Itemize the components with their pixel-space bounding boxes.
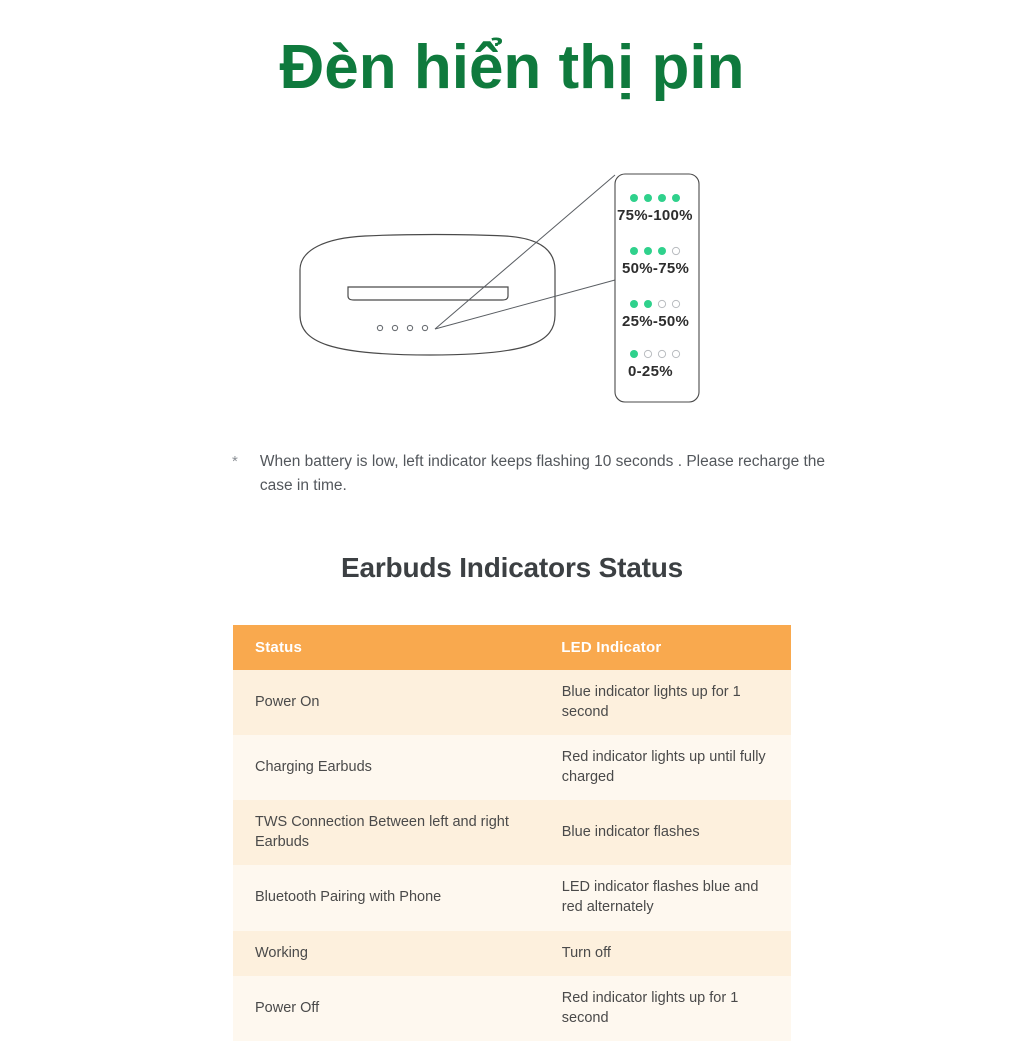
earbuds-indicator-table	[233, 625, 791, 1041]
cell-led: Red indicator lights up for 1 second	[539, 976, 791, 1041]
cell-led: LED indicator flashes blue and red alternately	[539, 865, 791, 930]
legend-label-25-50: 25%-50%	[622, 313, 690, 330]
table-row	[233, 976, 791, 1041]
table-header-row	[233, 625, 791, 670]
cell-status: Bluetooth Pairing with Phone	[233, 865, 539, 930]
table-header-status: Status	[233, 625, 539, 670]
section-heading: Earbuds Indicators Status	[341, 552, 683, 583]
diagram-svg	[230, 150, 790, 430]
cell-led: Red indicator lights up until fully charged	[539, 735, 791, 800]
charging-case-icon	[300, 235, 555, 356]
cell-led: Turn off	[539, 931, 791, 977]
low-battery-note	[232, 450, 832, 498]
legend-label-75-100: 75%-100%	[617, 207, 693, 224]
legend-label-50-75: 50%-75%	[622, 260, 690, 277]
table-row	[233, 931, 791, 977]
cell-status: Power On	[233, 670, 539, 735]
legend-label-0-25: 0-25%	[628, 363, 673, 380]
page-title: Đèn hiển thị pin	[279, 33, 745, 102]
table-row	[233, 800, 791, 865]
cell-status: Charging Earbuds	[233, 735, 539, 800]
table-header-led: LED Indicator	[539, 625, 791, 670]
cell-status: Working	[233, 931, 539, 977]
note-text: When battery is low, left indicator keeps flashing 10 seconds . Please recharge the case in time.	[259, 453, 826, 495]
table-row	[233, 735, 791, 800]
cell-led: Blue indicator lights up for 1 second	[539, 670, 791, 735]
battery-indicator-diagram	[230, 150, 790, 430]
cell-status: TWS Connection Between left and right Earbuds	[233, 800, 539, 865]
cell-status: Power Off	[233, 976, 539, 1041]
table-row	[233, 865, 791, 930]
table-row	[233, 670, 791, 735]
note-asterisk: *	[232, 453, 238, 470]
cell-led: Blue indicator flashes	[539, 800, 791, 865]
